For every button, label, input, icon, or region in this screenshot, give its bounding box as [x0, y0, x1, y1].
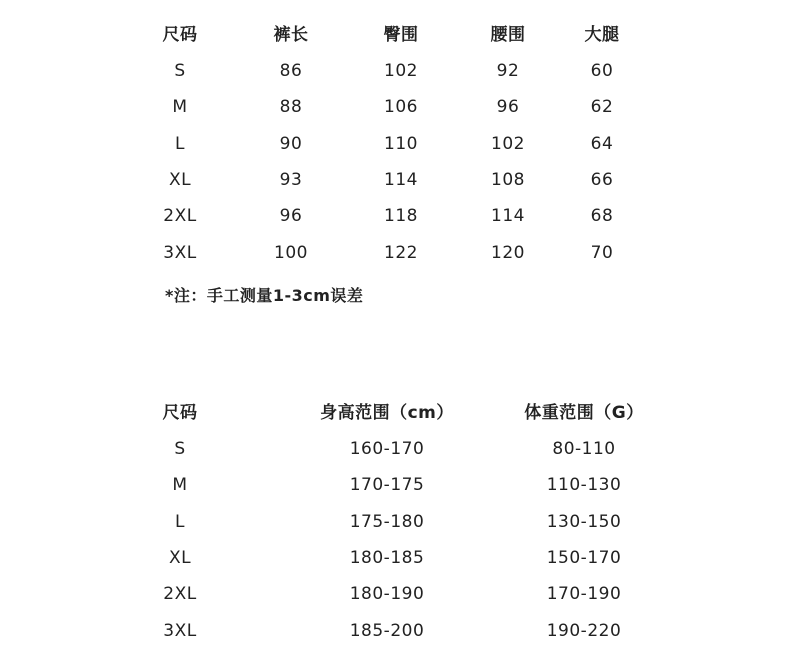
height-range-cell: 160-170: [349, 439, 425, 459]
fit-table-header: [0, 398, 790, 428]
hip-cell: 114: [384, 170, 418, 190]
pants-length-cell: 90: [279, 134, 303, 154]
thigh-cell: 66: [590, 170, 614, 190]
size-cell: M: [172, 475, 188, 495]
size-cell: L: [175, 134, 185, 154]
height-range-cell: 170-175: [349, 475, 425, 495]
weight-range-cell: 150-170: [546, 548, 622, 568]
size-cell: 2XL: [163, 584, 197, 604]
waist-cell: 108: [491, 170, 525, 190]
pants-length-cell: 86: [279, 61, 303, 81]
hip-cell: 118: [384, 206, 418, 226]
header-weight-range: 体重范围（G）: [524, 403, 644, 423]
hip-cell: 122: [384, 243, 418, 263]
weight-range-cell: 130-150: [546, 512, 622, 532]
measurement-note: *注：手工测量1-3cm误差: [165, 286, 364, 305]
table-row: [0, 434, 790, 464]
pants-length-cell: 96: [279, 206, 303, 226]
header-waist: 腰围: [490, 25, 526, 45]
weight-range-cell: 170-190: [546, 584, 622, 604]
waist-cell: 96: [496, 97, 520, 117]
table-row: [0, 470, 790, 500]
waist-cell: 114: [491, 206, 525, 226]
table-row: [0, 507, 790, 537]
table-row: [0, 201, 790, 231]
waist-cell: 102: [491, 134, 525, 154]
table-row: [0, 238, 790, 268]
size-cell: S: [174, 61, 186, 81]
size-cell: M: [172, 97, 188, 117]
size-cell: S: [174, 439, 186, 459]
table-row: [0, 579, 790, 609]
pants-length-cell: 88: [279, 97, 303, 117]
height-range-cell: 180-185: [349, 548, 425, 568]
height-range-cell: 180-190: [349, 584, 425, 604]
size-cell: XL: [168, 170, 192, 190]
weight-range-cell: 190-220: [546, 621, 622, 641]
size-cell: 3XL: [163, 243, 197, 263]
table-row: [0, 616, 790, 646]
weight-range-cell: 80-110: [552, 439, 616, 459]
height-range-cell: 175-180: [349, 512, 425, 532]
waist-cell: 92: [496, 61, 520, 81]
header-size: 尺码: [162, 403, 198, 423]
measurement-table-header: [0, 20, 790, 50]
thigh-cell: 64: [590, 134, 614, 154]
header-height-range: 身高范围（cm）: [320, 403, 454, 423]
hip-cell: 110: [384, 134, 418, 154]
height-range-cell: 185-200: [349, 621, 425, 641]
pants-length-cell: 100: [274, 243, 308, 263]
thigh-cell: 62: [590, 97, 614, 117]
size-cell: 3XL: [163, 621, 197, 641]
header-thigh: 大腿: [584, 25, 620, 45]
hip-cell: 102: [384, 61, 418, 81]
waist-cell: 120: [491, 243, 525, 263]
size-cell: 2XL: [163, 206, 197, 226]
header-size: 尺码: [162, 25, 198, 45]
table-row: [0, 56, 790, 86]
thigh-cell: 60: [590, 61, 614, 81]
hip-cell: 106: [384, 97, 418, 117]
header-pants-length: 裤长: [273, 25, 309, 45]
weight-range-cell: 110-130: [546, 475, 622, 495]
pants-length-cell: 93: [279, 170, 303, 190]
header-hip: 臀围: [383, 25, 419, 45]
table-row: [0, 543, 790, 573]
size-cell: XL: [168, 548, 192, 568]
table-row: [0, 92, 790, 122]
table-row: [0, 165, 790, 195]
table-row: [0, 129, 790, 159]
thigh-cell: 70: [590, 243, 614, 263]
thigh-cell: 68: [590, 206, 614, 226]
size-cell: L: [175, 512, 185, 532]
